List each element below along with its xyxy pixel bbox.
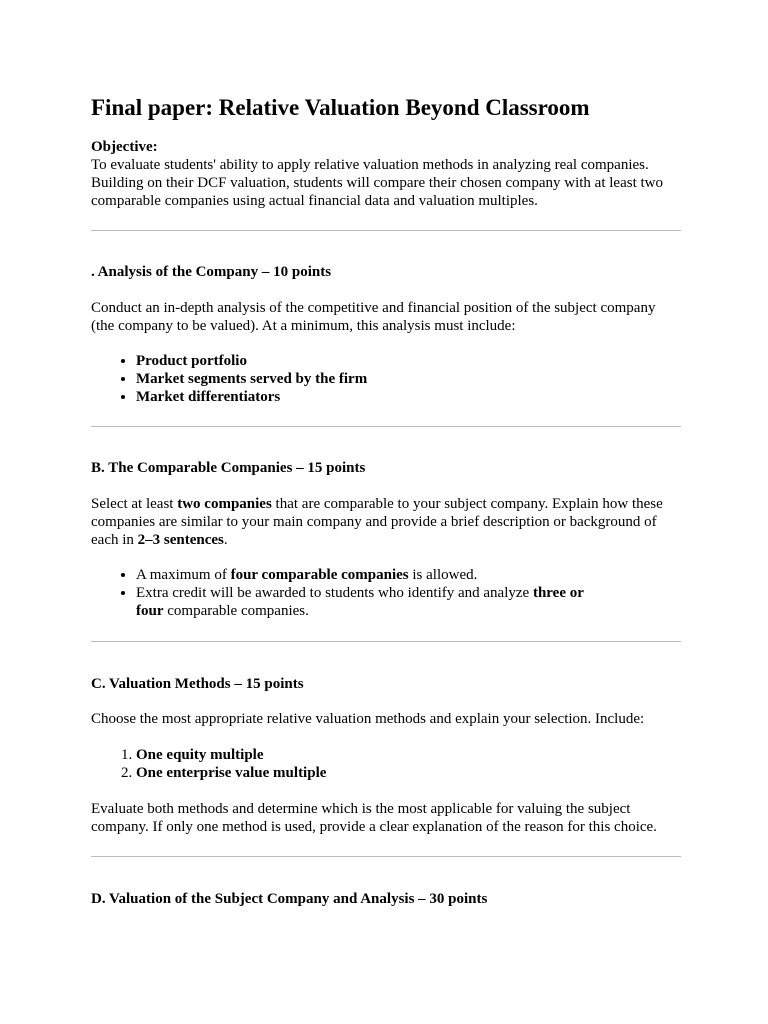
divider	[91, 230, 681, 231]
objective-label: Objective:	[91, 139, 158, 155]
objective-block	[91, 138, 681, 210]
list-item: • Market segments served by the firm	[136, 370, 681, 388]
section-b-list	[91, 566, 681, 620]
section-c-intro: Choose the most appropriate relative valuation methods and explain your selection. Include:	[91, 711, 645, 727]
section-a-list	[91, 352, 681, 406]
section-b	[91, 459, 681, 620]
section-c-outro: Evaluate both methods and determine which is the most applicable for valuing the subject company. If only one method is used, provide a clear explanation of the reason for this choice.	[91, 801, 657, 835]
divider	[91, 426, 681, 427]
section-d	[91, 890, 681, 908]
section-d-heading: D. Valuation of the Subject Company and Analysis – 30 points	[91, 891, 488, 907]
section-a	[91, 263, 681, 406]
list-item: 2. One enterprise value multiple	[136, 764, 681, 782]
list-item: • Product portfolio	[136, 352, 681, 370]
page-title: Final paper: Relative Valuation Beyond Classroom	[91, 95, 590, 120]
divider	[91, 856, 681, 857]
section-c-heading: C. Valuation Methods – 15 points	[91, 676, 304, 692]
section-b-heading: B. The Comparable Companies – 15 points	[91, 460, 366, 476]
divider	[91, 641, 681, 642]
document-content	[91, 95, 681, 908]
objective-text: To evaluate students' ability to apply relative valuation methods in analyzing real companies. Building on their DCF valuation, students will compare their chosen company with at least two comparable companies using actual financial data and valuation multiples.	[91, 157, 663, 209]
section-b-intro: Select at least two companies that are comparable to your subject company. Explain how these companies are similar to your main company and provide a brief description or background of each in 2–3 sentences.	[91, 496, 663, 548]
list-item: • Extra credit will be awarded to students who identify and analyze three or four comparable companies.	[136, 584, 596, 620]
section-c	[91, 675, 681, 836]
section-c-list	[91, 746, 681, 782]
section-a-intro: Conduct an in-depth analysis of the competitive and financial position of the subject company (the company to be valued). At a minimum, this analysis must include:	[91, 300, 656, 334]
section-a-heading: . Analysis of the Company – 10 points	[91, 264, 332, 280]
list-item: 1. One equity multiple	[136, 746, 681, 764]
list-item: • Market differentiators	[136, 388, 681, 406]
list-item: • A maximum of four comparable companies is allowed.	[136, 566, 681, 584]
